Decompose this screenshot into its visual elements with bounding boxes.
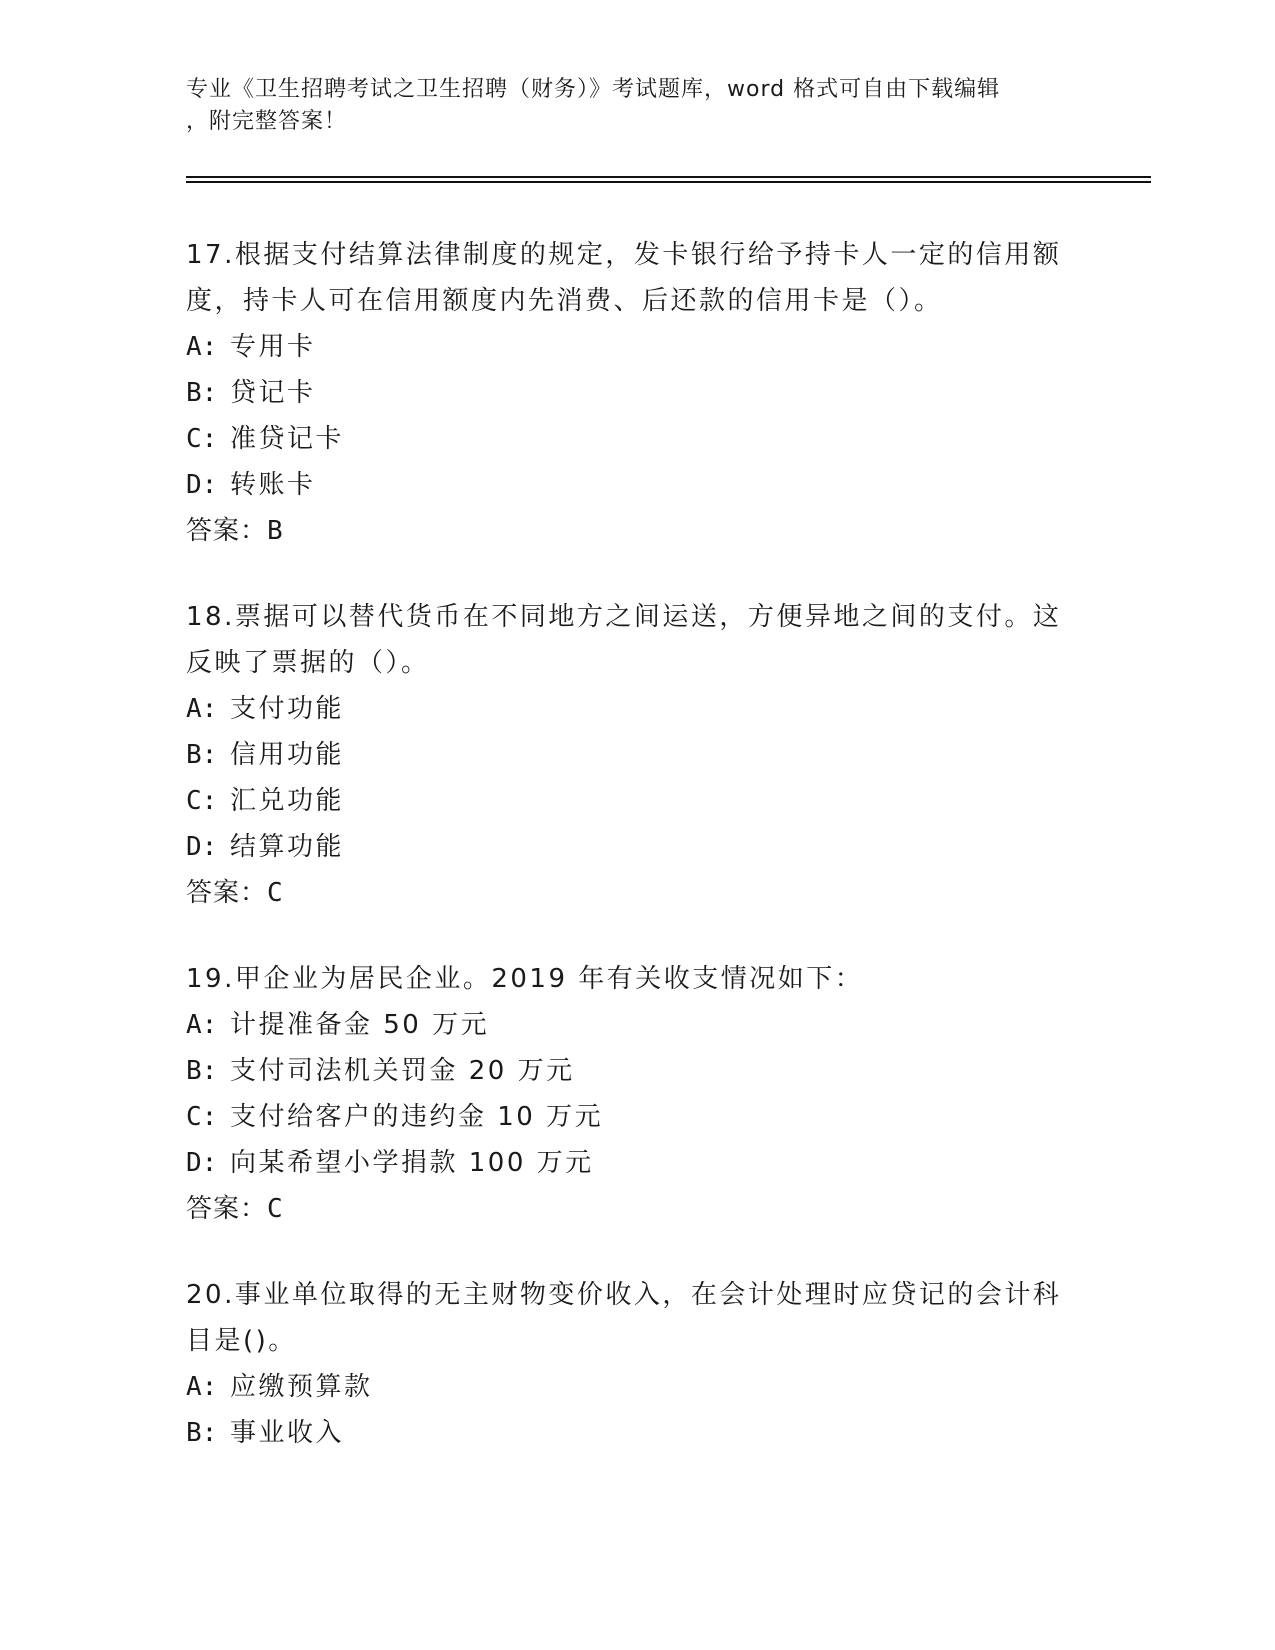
option-text: 支付司法机关罚金 20 万元 <box>230 1056 575 1086</box>
option-d <box>186 1140 1086 1186</box>
question-list <box>186 232 1086 1496</box>
question-text: 18.票据可以替代货币在不同地方之间运送，方便异地之间的支付。这反映了票据的（）。 <box>186 602 1062 678</box>
option-text: 事业收入 <box>230 1418 345 1448</box>
option-key: C: <box>186 1102 218 1132</box>
option-text: 向某希望小学捐款 100 万元 <box>230 1148 594 1178</box>
question-item-17 <box>186 232 1086 554</box>
option-text: 专用卡 <box>230 332 316 362</box>
option-a <box>186 324 1086 370</box>
option-c <box>186 416 1086 462</box>
header-divider-bottom <box>186 181 1151 183</box>
question-item-20 <box>186 1272 1086 1456</box>
answer-value: C <box>267 878 283 908</box>
answer-label: 答案： <box>186 878 268 908</box>
option-c <box>186 1094 1086 1140</box>
option-key: A: <box>186 332 218 362</box>
header-line-2: ，附完整答案！ <box>186 109 348 134</box>
option-b <box>186 370 1086 416</box>
option-text: 贷记卡 <box>230 378 316 408</box>
option-text: 信用功能 <box>230 740 345 770</box>
question-text: 17.根据支付结算法律制度的规定，发卡银行给予持卡人一定的信用额度，持卡人可在信用额度内先消费、后还款的信用卡是（）。 <box>186 240 1062 316</box>
option-key: B: <box>186 740 218 770</box>
answer-label: 答案： <box>186 1194 268 1224</box>
question-item-18 <box>186 594 1086 916</box>
answer-label: 答案： <box>186 516 268 546</box>
option-text: 准贷记卡 <box>230 424 345 454</box>
option-text: 汇兑功能 <box>230 786 345 816</box>
option-c <box>186 778 1086 824</box>
option-key: A: <box>186 1010 218 1040</box>
option-text: 支付给客户的违约金 10 万元 <box>230 1102 604 1132</box>
document-header <box>186 74 1066 138</box>
option-key: B: <box>186 378 218 408</box>
header-line-1: 专业《卫生招聘考试之卫生招聘（财务）》考试题库，word 格式可自由下载编辑 <box>186 77 1001 102</box>
option-a <box>186 1002 1086 1048</box>
option-key: D: <box>186 832 218 862</box>
option-key: A: <box>186 694 218 724</box>
option-text: 应缴预算款 <box>230 1372 373 1402</box>
option-key: B: <box>186 1418 218 1448</box>
option-text: 计提准备金 50 万元 <box>230 1010 490 1040</box>
option-key: A: <box>186 1372 218 1402</box>
question-text: 20.事业单位取得的无主财物变价收入，在会计处理时应贷记的会计科目是()。 <box>186 1280 1062 1356</box>
option-text: 转账卡 <box>230 470 316 500</box>
answer-line <box>186 1186 1086 1232</box>
option-text: 支付功能 <box>230 694 345 724</box>
answer-value: B <box>267 516 283 546</box>
option-text: 结算功能 <box>230 832 345 862</box>
option-b <box>186 1410 1086 1456</box>
option-d <box>186 824 1086 870</box>
answer-line <box>186 508 1086 554</box>
answer-value: C <box>267 1194 283 1224</box>
option-a <box>186 1364 1086 1410</box>
answer-line <box>186 870 1086 916</box>
option-key: C: <box>186 424 218 454</box>
question-text: 19.甲企业为居民企业。2019 年有关收支情况如下： <box>186 964 864 994</box>
option-key: B: <box>186 1056 218 1086</box>
option-key: D: <box>186 1148 218 1178</box>
option-b <box>186 1048 1086 1094</box>
option-b <box>186 732 1086 778</box>
option-d <box>186 462 1086 508</box>
option-key: C: <box>186 786 218 816</box>
header-divider-top <box>186 176 1151 178</box>
question-item-19 <box>186 956 1086 1232</box>
option-a <box>186 686 1086 732</box>
option-key: D: <box>186 470 218 500</box>
